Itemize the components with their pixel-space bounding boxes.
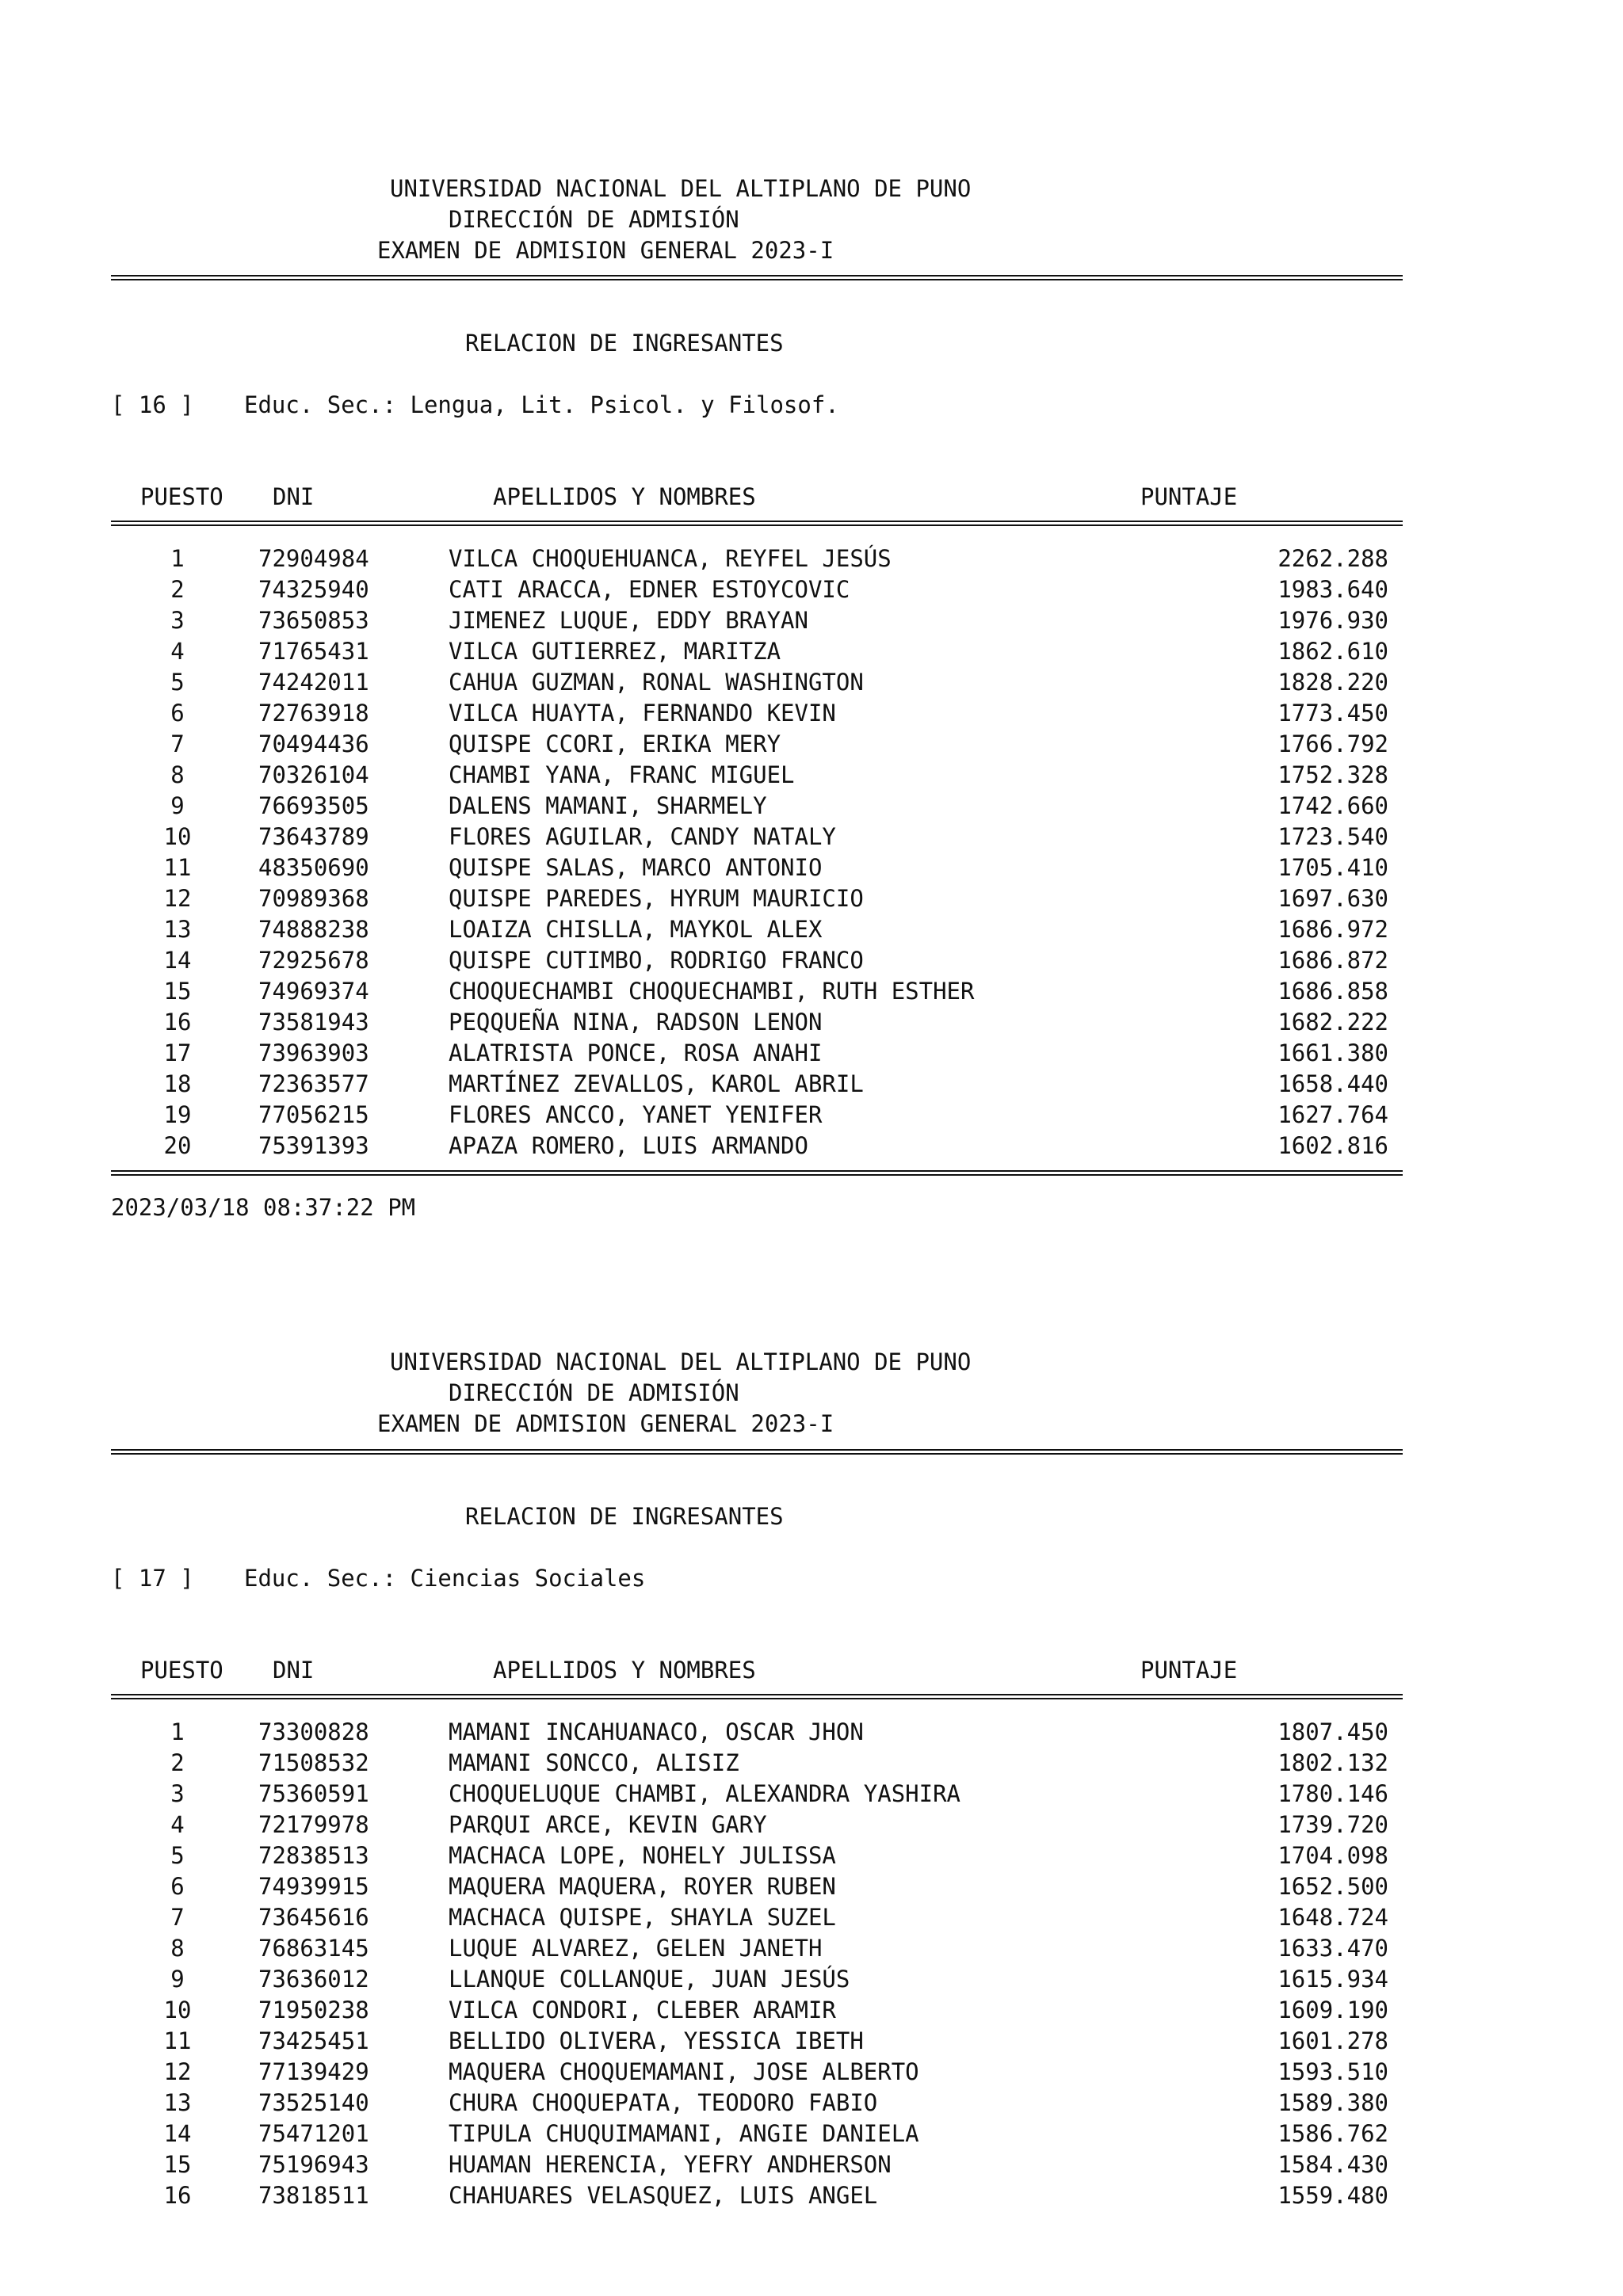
direction-title: DIRECCIÓN DE ADMISIÓN bbox=[449, 1379, 739, 1406]
dni-cell: 74939915 bbox=[258, 1873, 369, 1900]
name-cell: QUISPE PAREDES, HYRUM MAURICIO bbox=[449, 885, 864, 912]
score-cell: 1686.858 bbox=[1277, 978, 1388, 1005]
dni-cell: 73643789 bbox=[258, 823, 369, 850]
score-cell: 1742.660 bbox=[1277, 792, 1388, 819]
dni-cell: 73581943 bbox=[258, 1009, 369, 1035]
name-cell: VILCA CONDORI, CLEBER ARAMIR bbox=[449, 1997, 836, 2023]
name-cell: PEQQUEÑA NINA, RADSON LENON bbox=[449, 1009, 823, 1035]
table-row bbox=[0, 698, 1623, 729]
rank-cell: 2 bbox=[170, 1749, 185, 1776]
table-row bbox=[0, 1069, 1623, 1100]
rank-cell: 18 bbox=[163, 1070, 192, 1097]
score-cell: 1705.410 bbox=[1277, 854, 1388, 881]
name-cell: QUISPE SALAS, MARCO ANTONIO bbox=[449, 854, 823, 881]
direction-title: DIRECCIÓN DE ADMISIÓN bbox=[449, 206, 739, 233]
column-header-puesto: PUESTO bbox=[140, 483, 223, 510]
table-row bbox=[0, 1100, 1623, 1131]
dni-cell: 74969374 bbox=[258, 978, 369, 1005]
divider bbox=[111, 275, 1403, 277]
dni-cell: 75391393 bbox=[258, 1132, 369, 1159]
score-cell: 1752.328 bbox=[1277, 761, 1388, 788]
score-cell: 1773.450 bbox=[1277, 700, 1388, 727]
name-cell: MAMANI INCAHUANACO, OSCAR JHON bbox=[449, 1718, 864, 1745]
rank-cell: 6 bbox=[170, 1873, 185, 1900]
name-cell: QUISPE CCORI, ERIKA MERY bbox=[449, 730, 781, 757]
rank-cell: 3 bbox=[170, 1780, 185, 1807]
table-row bbox=[0, 605, 1623, 636]
dni-cell: 71950238 bbox=[258, 1997, 369, 2023]
score-cell: 2262.288 bbox=[1277, 545, 1388, 572]
score-cell: 1686.972 bbox=[1277, 916, 1388, 943]
dni-cell: 73650853 bbox=[258, 607, 369, 634]
dni-cell: 72179978 bbox=[258, 1811, 369, 1838]
table-row bbox=[0, 2057, 1623, 2088]
divider bbox=[111, 521, 1403, 522]
score-cell: 1589.380 bbox=[1277, 2089, 1388, 2116]
score-cell: 1704.098 bbox=[1277, 1842, 1388, 1869]
dni-cell: 73818511 bbox=[258, 2182, 369, 2209]
rank-cell: 12 bbox=[163, 2058, 192, 2085]
name-cell: CHAHUARES VELASQUEZ, LUIS ANGEL bbox=[449, 2182, 878, 2209]
name-cell: CATI ARACCA, EDNER ESTOYCOVIC bbox=[449, 576, 850, 603]
name-cell: VILCA HUAYTA, FERNANDO KEVIN bbox=[449, 700, 836, 727]
table-row bbox=[0, 1038, 1623, 1069]
table-row bbox=[0, 1779, 1623, 1810]
footer-timestamp: 2023/03/18 08:37:22 PM bbox=[111, 1194, 416, 1221]
table-row bbox=[0, 1748, 1623, 1779]
rank-cell: 20 bbox=[163, 1132, 192, 1159]
table-row bbox=[0, 1131, 1623, 1161]
table-row bbox=[0, 2088, 1623, 2119]
score-cell: 1862.610 bbox=[1277, 638, 1388, 665]
table-row bbox=[0, 976, 1623, 1007]
dni-cell: 71765431 bbox=[258, 638, 369, 665]
score-cell: 1658.440 bbox=[1277, 1070, 1388, 1097]
dni-cell: 73525140 bbox=[258, 2089, 369, 2116]
column-header-dni: DNI bbox=[273, 483, 315, 510]
table-row bbox=[0, 1007, 1623, 1038]
score-cell: 1648.724 bbox=[1277, 1904, 1388, 1931]
dni-cell: 73636012 bbox=[258, 1966, 369, 1993]
column-header-score: PUNTAJE bbox=[1140, 1657, 1238, 1684]
score-cell: 1609.190 bbox=[1277, 1997, 1388, 2023]
score-cell: 1697.630 bbox=[1277, 885, 1388, 912]
name-cell: APAZA ROMERO, LUIS ARMANDO bbox=[449, 1132, 808, 1159]
university-title: UNIVERSIDAD NACIONAL DEL ALTIPLANO DE PUNO bbox=[390, 175, 972, 202]
table-row bbox=[0, 914, 1623, 945]
score-cell: 1584.430 bbox=[1277, 2151, 1388, 2178]
column-header-names: APELLIDOS Y NOMBRES bbox=[493, 483, 756, 510]
name-cell: LOAIZA CHISLLA, MAYKOL ALEX bbox=[449, 916, 823, 943]
dni-cell: 74242011 bbox=[258, 669, 369, 696]
score-cell: 1586.762 bbox=[1277, 2120, 1388, 2147]
name-cell: BELLIDO OLIVERA, YESSICA IBETH bbox=[449, 2027, 864, 2054]
rank-cell: 11 bbox=[163, 2027, 192, 2054]
rank-cell: 19 bbox=[163, 1101, 192, 1128]
name-cell: LLANQUE COLLANQUE, JUAN JESÚS bbox=[449, 1966, 850, 1993]
name-cell: MARTÍNEZ ZEVALLOS, KAROL ABRIL bbox=[449, 1070, 864, 1097]
name-cell: LUQUE ALVAREZ, GELEN JANETH bbox=[449, 1935, 823, 1962]
rank-cell: 9 bbox=[170, 1966, 185, 1993]
name-cell: MACHACA LOPE, NOHELY JULISSA bbox=[449, 1842, 836, 1869]
rank-cell: 10 bbox=[163, 823, 192, 850]
rank-cell: 8 bbox=[170, 761, 185, 788]
score-cell: 1780.146 bbox=[1277, 1780, 1388, 1807]
dni-cell: 77056215 bbox=[258, 1101, 369, 1128]
table-row bbox=[0, 667, 1623, 698]
rank-cell: 13 bbox=[163, 2089, 192, 2116]
score-cell: 1976.930 bbox=[1277, 607, 1388, 634]
dni-cell: 70989368 bbox=[258, 885, 369, 912]
rank-cell: 15 bbox=[163, 978, 192, 1005]
score-cell: 1633.470 bbox=[1277, 1935, 1388, 1962]
score-cell: 1661.380 bbox=[1277, 1039, 1388, 1066]
dni-cell: 72904984 bbox=[258, 545, 369, 572]
program-code: [ 17 ] bbox=[111, 1565, 194, 1592]
score-cell: 1983.640 bbox=[1277, 576, 1388, 603]
name-cell: ALATRISTA PONCE, ROSA ANAHI bbox=[449, 1039, 823, 1066]
dni-cell: 77139429 bbox=[258, 2058, 369, 2085]
score-cell: 1602.816 bbox=[1277, 1132, 1388, 1159]
name-cell: DALENS MAMANI, SHARMELY bbox=[449, 792, 767, 819]
table-row bbox=[0, 2119, 1623, 2149]
table-row bbox=[0, 791, 1623, 822]
table-row bbox=[0, 1933, 1623, 1964]
report-title: RELACION DE INGRESANTES bbox=[465, 330, 784, 357]
name-cell: CHOQUELUQUE CHAMBI, ALEXANDRA YASHIRA bbox=[449, 1780, 961, 1807]
divider bbox=[111, 1694, 1403, 1695]
rank-cell: 6 bbox=[170, 700, 185, 727]
table-row bbox=[0, 729, 1623, 760]
dni-cell: 74325940 bbox=[258, 576, 369, 603]
table-row bbox=[0, 883, 1623, 914]
table-row bbox=[0, 760, 1623, 791]
dni-cell: 73963903 bbox=[258, 1039, 369, 1066]
name-cell: MACHACA QUISPE, SHAYLA SUZEL bbox=[449, 1904, 836, 1931]
dni-cell: 75360591 bbox=[258, 1780, 369, 1807]
rank-cell: 14 bbox=[163, 947, 192, 974]
dni-cell: 70494436 bbox=[258, 730, 369, 757]
score-cell: 1682.222 bbox=[1277, 1009, 1388, 1035]
name-cell: VILCA CHOQUEHUANCA, REYFEL JESÚS bbox=[449, 545, 892, 572]
column-header-dni: DNI bbox=[273, 1657, 315, 1684]
score-cell: 1627.764 bbox=[1277, 1101, 1388, 1128]
table-row bbox=[0, 945, 1623, 976]
name-cell: MAMANI SONCCO, ALISIZ bbox=[449, 1749, 739, 1776]
rank-cell: 7 bbox=[170, 730, 185, 757]
name-cell: CHURA CHOQUEPATA, TEODORO FABIO bbox=[449, 2089, 878, 2116]
column-header-score: PUNTAJE bbox=[1140, 483, 1238, 510]
rank-cell: 1 bbox=[170, 545, 185, 572]
table-row bbox=[0, 574, 1623, 605]
rank-cell: 1 bbox=[170, 1718, 185, 1745]
dni-cell: 74888238 bbox=[258, 916, 369, 943]
dni-cell: 73300828 bbox=[258, 1718, 369, 1745]
dni-cell: 70326104 bbox=[258, 761, 369, 788]
rank-cell: 10 bbox=[163, 1997, 192, 2023]
program-name: Educ. Sec.: Lengua, Lit. Psicol. y Filosof. bbox=[244, 391, 839, 418]
rank-cell: 7 bbox=[170, 1904, 185, 1931]
table-row bbox=[0, 543, 1623, 574]
dni-cell: 48350690 bbox=[258, 854, 369, 881]
table-row bbox=[0, 1964, 1623, 1995]
name-cell: CHAMBI YANA, FRANC MIGUEL bbox=[449, 761, 795, 788]
table-row bbox=[0, 2149, 1623, 2180]
rank-cell: 3 bbox=[170, 607, 185, 634]
table-row bbox=[0, 636, 1623, 667]
score-cell: 1686.872 bbox=[1277, 947, 1388, 974]
score-cell: 1807.450 bbox=[1277, 1718, 1388, 1745]
name-cell: CAHUA GUZMAN, RONAL WASHINGTON bbox=[449, 669, 864, 696]
column-header-puesto: PUESTO bbox=[140, 1657, 223, 1684]
dni-cell: 72363577 bbox=[258, 1070, 369, 1097]
dni-cell: 75196943 bbox=[258, 2151, 369, 2178]
score-cell: 1593.510 bbox=[1277, 2058, 1388, 2085]
rank-cell: 2 bbox=[170, 576, 185, 603]
table-row bbox=[0, 1871, 1623, 1902]
table-row bbox=[0, 822, 1623, 852]
divider bbox=[111, 1170, 1403, 1172]
table-row bbox=[0, 1840, 1623, 1871]
dni-cell: 72763918 bbox=[258, 700, 369, 727]
score-cell: 1559.480 bbox=[1277, 2182, 1388, 2209]
score-cell: 1615.934 bbox=[1277, 1966, 1388, 1993]
report-title: RELACION DE INGRESANTES bbox=[465, 1503, 784, 1530]
rank-cell: 4 bbox=[170, 1811, 185, 1838]
score-cell: 1828.220 bbox=[1277, 669, 1388, 696]
dni-cell: 73645616 bbox=[258, 1904, 369, 1931]
rank-cell: 8 bbox=[170, 1935, 185, 1962]
rank-cell: 14 bbox=[163, 2120, 192, 2147]
name-cell: CHOQUECHAMBI CHOQUECHAMBI, RUTH ESTHER bbox=[449, 978, 975, 1005]
rank-cell: 5 bbox=[170, 1842, 185, 1869]
score-cell: 1601.278 bbox=[1277, 2027, 1388, 2054]
rank-cell: 16 bbox=[163, 2182, 192, 2209]
dni-cell: 71508532 bbox=[258, 1749, 369, 1776]
table-row bbox=[0, 1995, 1623, 2026]
rank-cell: 4 bbox=[170, 638, 185, 665]
exam-title: EXAMEN DE ADMISION GENERAL 2023-I bbox=[377, 237, 834, 264]
score-cell: 1723.540 bbox=[1277, 823, 1388, 850]
exam-title: EXAMEN DE ADMISION GENERAL 2023-I bbox=[377, 1410, 834, 1437]
score-cell: 1766.792 bbox=[1277, 730, 1388, 757]
rank-cell: 17 bbox=[163, 1039, 192, 1066]
name-cell: PARQUI ARCE, KEVIN GARY bbox=[449, 1811, 767, 1838]
table-row bbox=[0, 1717, 1623, 1748]
name-cell: VILCA GUTIERREZ, MARITZA bbox=[449, 638, 781, 665]
table-row bbox=[0, 1902, 1623, 1933]
rank-cell: 11 bbox=[163, 854, 192, 881]
dni-cell: 76693505 bbox=[258, 792, 369, 819]
score-cell: 1802.132 bbox=[1277, 1749, 1388, 1776]
name-cell: FLORES AGUILAR, CANDY NATALY bbox=[449, 823, 836, 850]
name-cell: QUISPE CUTIMBO, RODRIGO FRANCO bbox=[449, 947, 864, 974]
dni-cell: 73425451 bbox=[258, 2027, 369, 2054]
rank-cell: 9 bbox=[170, 792, 185, 819]
name-cell: JIMENEZ LUQUE, EDDY BRAYAN bbox=[449, 607, 808, 634]
table-row bbox=[0, 852, 1623, 883]
rank-cell: 12 bbox=[163, 885, 192, 912]
rank-cell: 15 bbox=[163, 2151, 192, 2178]
score-cell: 1652.500 bbox=[1277, 1873, 1388, 1900]
rank-cell: 5 bbox=[170, 669, 185, 696]
dni-cell: 75471201 bbox=[258, 2120, 369, 2147]
table-row bbox=[0, 2180, 1623, 2211]
program-code: [ 16 ] bbox=[111, 391, 194, 418]
score-cell: 1739.720 bbox=[1277, 1811, 1388, 1838]
name-cell: FLORES ANCCO, YANET YENIFER bbox=[449, 1101, 823, 1128]
table-row bbox=[0, 1810, 1623, 1840]
program-name: Educ. Sec.: Ciencias Sociales bbox=[244, 1565, 646, 1592]
dni-cell: 72925678 bbox=[258, 947, 369, 974]
name-cell: HUAMAN HERENCIA, YEFRY ANDHERSON bbox=[449, 2151, 892, 2178]
rank-cell: 13 bbox=[163, 916, 192, 943]
table-row bbox=[0, 2026, 1623, 2057]
dni-cell: 76863145 bbox=[258, 1935, 369, 1962]
divider bbox=[111, 1449, 1403, 1451]
name-cell: MAQUERA CHOQUEMAMANI, JOSE ALBERTO bbox=[449, 2058, 919, 2085]
name-cell: MAQUERA MAQUERA, ROYER RUBEN bbox=[449, 1873, 836, 1900]
university-title: UNIVERSIDAD NACIONAL DEL ALTIPLANO DE PUNO bbox=[390, 1348, 972, 1375]
dni-cell: 72838513 bbox=[258, 1842, 369, 1869]
name-cell: TIPULA CHUQUIMAMANI, ANGIE DANIELA bbox=[449, 2120, 919, 2147]
column-header-names: APELLIDOS Y NOMBRES bbox=[493, 1657, 756, 1684]
rank-cell: 16 bbox=[163, 1009, 192, 1035]
